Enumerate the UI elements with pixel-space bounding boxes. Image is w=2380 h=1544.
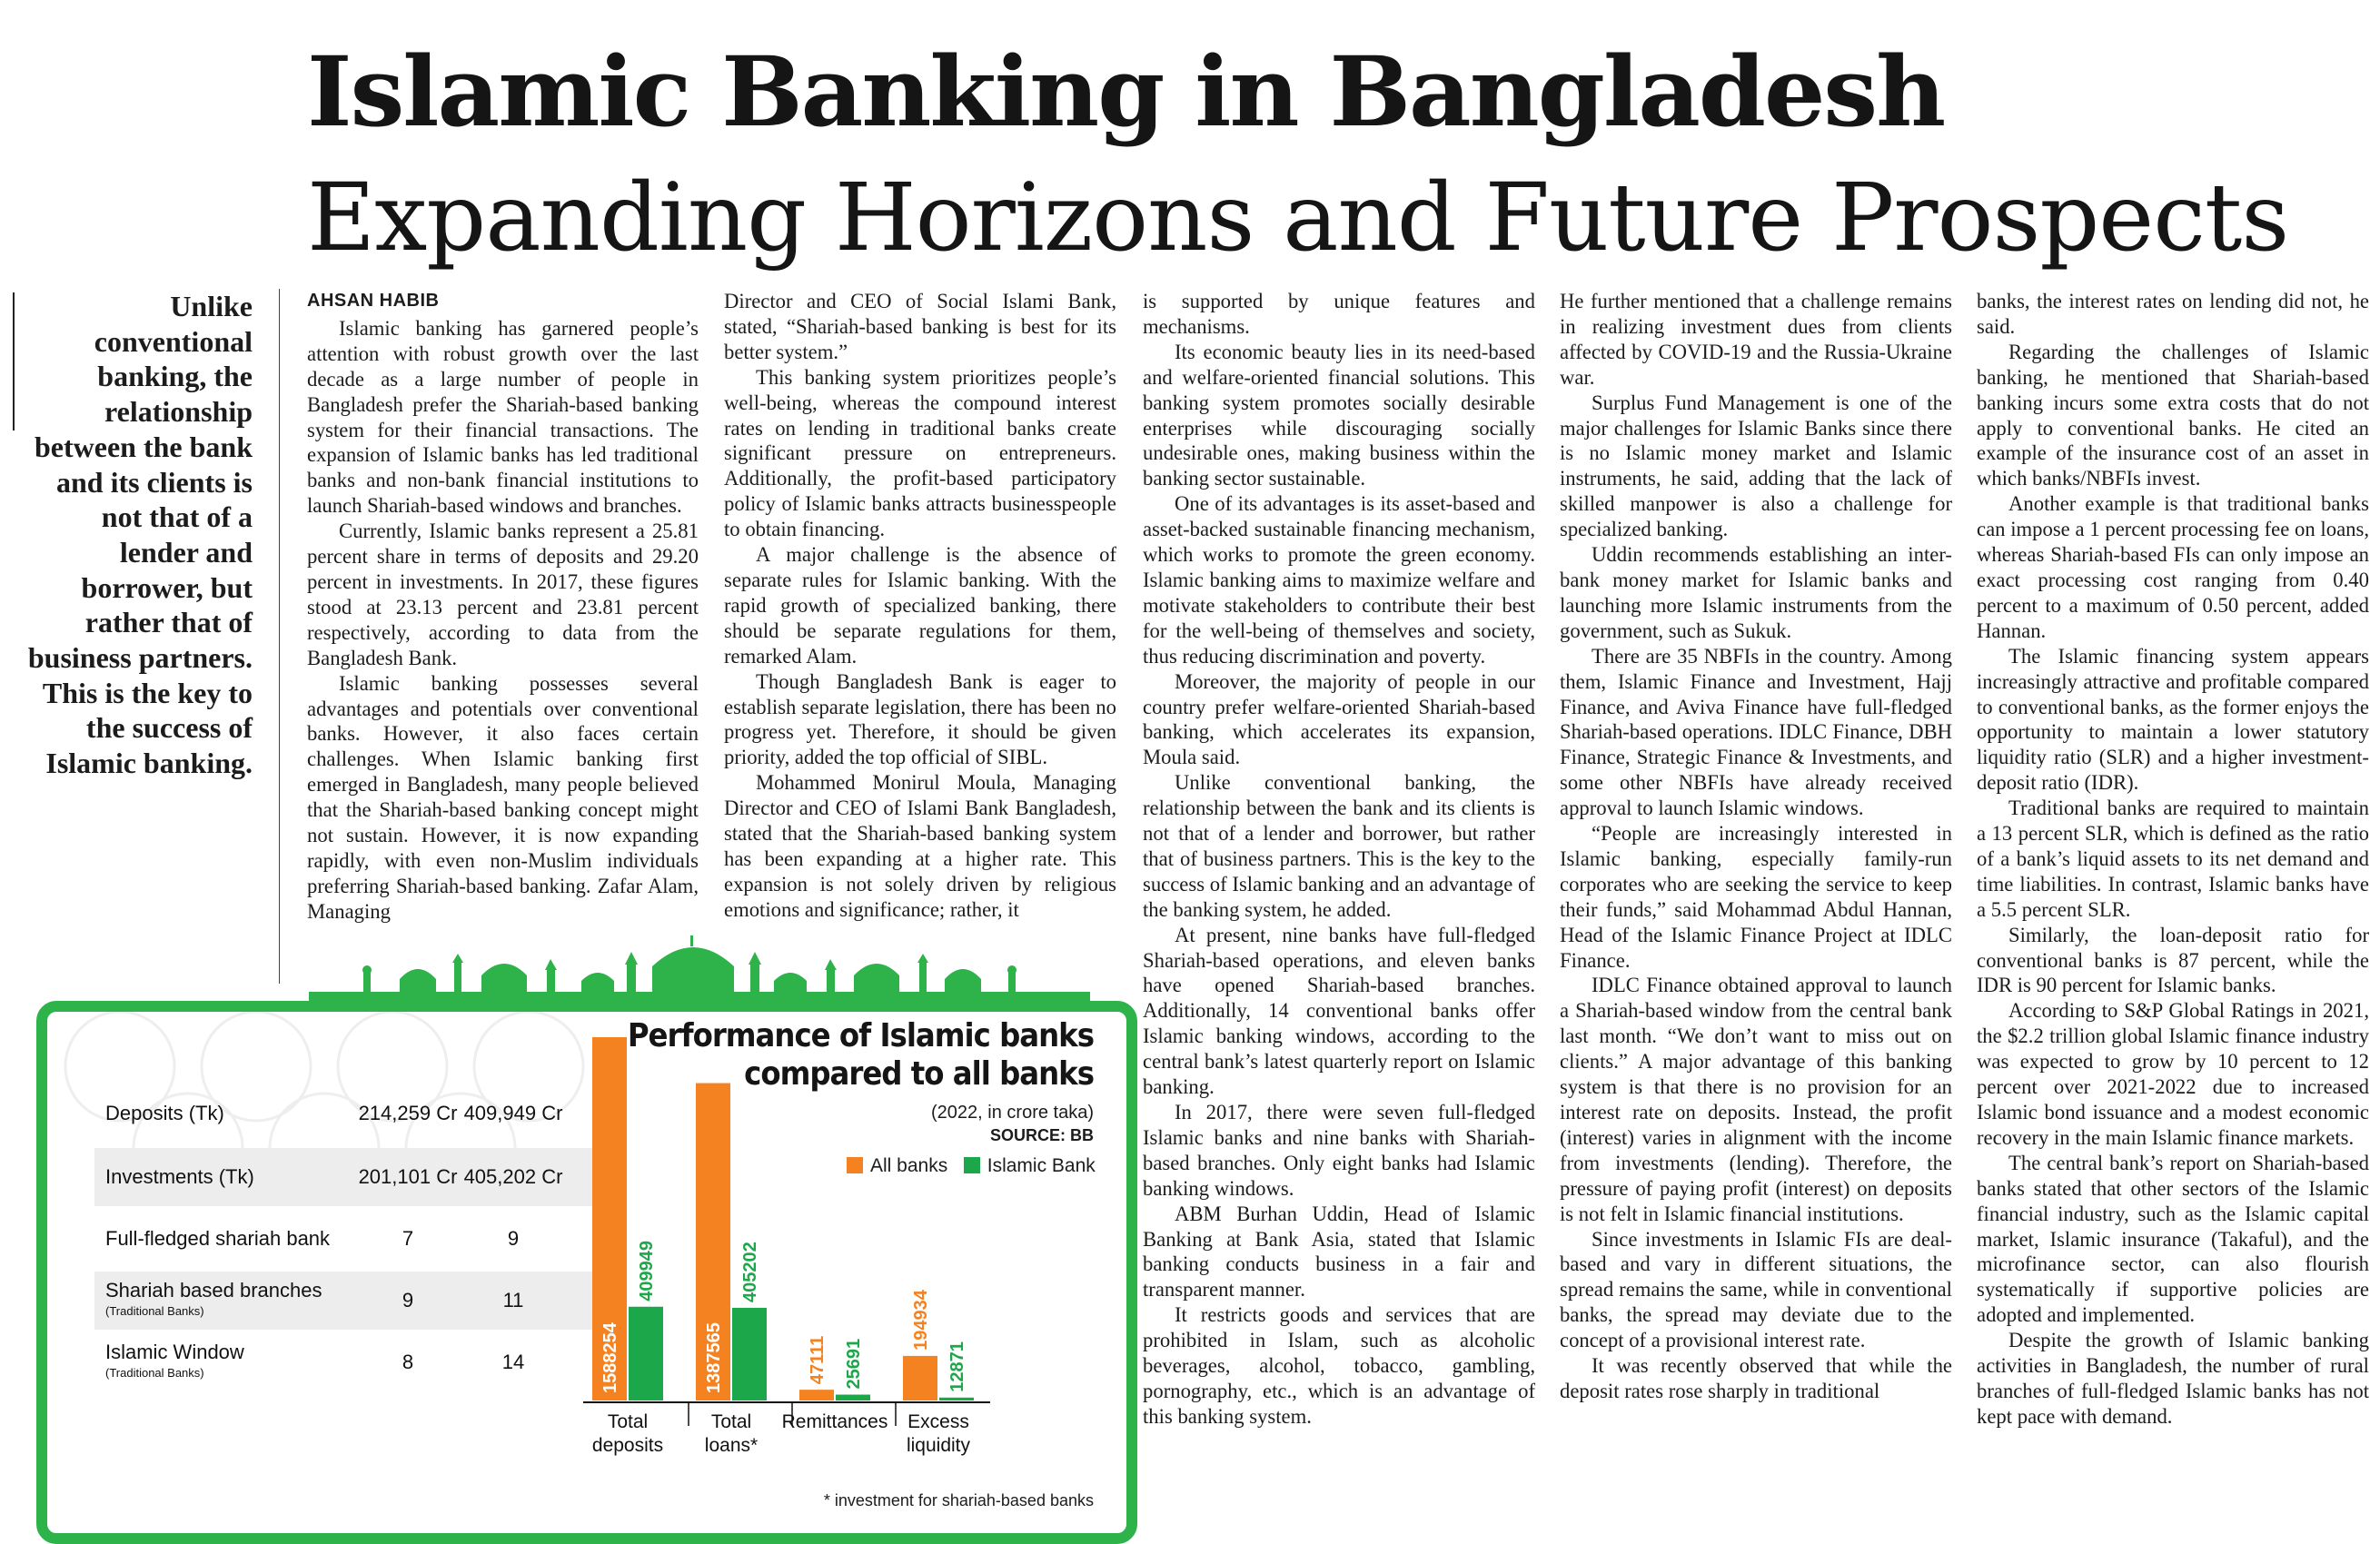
paragraph: The central bank’s report on Shariah-based banks stated that other sectors of the Islamic financial industry, such as the Islamic capital market, Islamic insurance (Takaful), and the microfinance sector, can also flourish systematically if supportive policies are adopted and implemented.	[1977, 1151, 2369, 1327]
paragraph: It restricts goods and services that are prohibited in Islam, such as alcoholic beverages, alcohol, tobacco, gambling, pornography, etc., which is an advantage of this banking system.	[1143, 1303, 1535, 1428]
x-tick-label: liquidity	[906, 1435, 971, 1456]
paragraph: At present, nine banks have full-fledged Shariah-based operations, and eleven banks have opened Shariah-based branches. Additionally, 14 conventional banks offer Islamic banking windows, according to the central bank’s latest quarterly report on Islamic banking.	[1143, 923, 1535, 1099]
bar-islamic-bank	[939, 1398, 974, 1400]
value-all-banks: 405,202 Cr	[463, 1165, 563, 1188]
bar-value-label: 194934	[911, 1290, 931, 1351]
paragraph: Similarly, the loan-deposit ratio for conventional banks is 87 percent, while the IDR is 90 percent for Islamic banks.	[1977, 923, 2369, 997]
bar-value-label: 12871	[947, 1341, 967, 1392]
article-column-4	[1560, 289, 1952, 1404]
article-column-3	[1143, 289, 1535, 1430]
bar-all-banks	[903, 1356, 937, 1400]
row-label-text: Investments (Tk)	[105, 1165, 254, 1188]
paragraph: Though Bangladesh Bank is eager to establish separate legislation, there has been no progress yet. Therefore, it should be given priority, added the top official of SIBL.	[724, 669, 1116, 769]
paragraph: Islamic banking has garnered people’s attention with robust growth over the last decade as a large number of people in Bangladesh prefer the Shariah-based banking system for their financial transactions. The expansion of Islamic banks has led traditional banks and non-bank financial institutions to launch Shariah-based windows and branches.	[307, 316, 699, 518]
bar-islamic-bank	[629, 1307, 663, 1400]
bar-value-label: 409949	[637, 1241, 657, 1302]
mosque-skyline-illustration	[309, 935, 1090, 1008]
subheadline: Expanding Horizons and Future Prospects	[307, 163, 2289, 272]
bar-value-label: 1588254	[600, 1322, 620, 1393]
row-label-text: Shariah based branches	[105, 1279, 322, 1302]
x-tick-label: Total	[710, 1411, 752, 1432]
paragraph: There are 35 NBFIs in the country. Among them, Islamic Finance and Investment, Hajj Finance, and Aviva Finance have full-fledged Shariah-based operations. IDLC Finance, DBH Finance, Strategic Finance & Investments, and some other NBFIs have already received approval to launch Islamic windows.	[1560, 644, 1952, 820]
paragraph: “People are increasingly interested in Islamic banking, especially family-run corporates who are seeking the service to keep their funds,” said Mohammad Abdul Hannan, Head of the Islamic Finance Project at IDLC Finance.	[1560, 822, 1952, 972]
paragraph: Islamic banking possesses several advantages and potentials over conventional banks. However, it also faces certain challenges. When Islamic banking first emerged in Bangladesh, many people believed that the Shariah-based banking concept might not sustain. However, it is now expanding rapidly, with even non-Muslim individuals preferring Shariah-based banking. Zafar Alam, Managing	[307, 671, 699, 923]
chart-title-line-1: Performance of Islamic banks	[627, 1017, 1094, 1054]
legend-swatch-islamic-bank	[964, 1157, 980, 1173]
paragraph: is supported by unique features and mechanisms.	[1143, 290, 1535, 338]
paragraph: Its economic beauty lies in its need-based and welfare-oriented financial solutions. This banking system promotes socially desirable enterprises while discouraging socially undesirable ones, making business within the banking sector sustainable.	[1143, 340, 1535, 490]
paragraph: In 2017, there were seven full-fledged Islamic banks and nine banks with Shariah-based branches. Only eight banks had Islamic banking windows.	[1143, 1101, 1535, 1200]
paragraph: Moreover, the majority of people in our country prefer welfare-oriented Shariah-based banking, which accelerates its expansion, Moula said.	[1143, 669, 1535, 769]
bar-value-label: 25691	[844, 1338, 864, 1390]
value-islamic-banks: 201,101 Cr	[358, 1165, 458, 1188]
x-tick-label: Remittances	[781, 1411, 888, 1432]
chart-source: SOURCE: BB	[989, 1126, 1094, 1144]
paragraph: One of its advantages is its asset-based and asset-backed sustainable financing mechanism, which works to promote the green economy. Islamic banking aims to maximize welfare and motivate stakeholders to contribute their best for the well-being of themselves and society, thus reducing discrimination and poverty.	[1143, 492, 1535, 668]
chart-title-line-2: compared to all banks	[744, 1055, 1094, 1093]
pull-quote: Unlike conventional banking, the relationship between the bank and its clients is not that of a lender and borrower, but rather that of business partners. This is the key to the success of Islamic banking.	[27, 290, 253, 780]
chart-subtitle: (2022, in crore taka)	[931, 1103, 1094, 1123]
paragraph: Uddin recommends establishing an inter-bank money market for Islamic banks and launching more Islamic instruments from the government, such as Sukuk.	[1560, 543, 1952, 642]
value-all-banks: 11	[502, 1289, 524, 1311]
paragraph: The Islamic financing system appears increasingly attractive and profitable compared to conventional banks, as the former enjoys the opportunity to maintain a lower statutory liquidity ratio (SLR) and a higher investment-deposit ratio (IDR).	[1977, 644, 2369, 795]
row-label-text: Islamic Window	[105, 1341, 244, 1363]
paragraph: Director and CEO of Social Islami Bank, stated, “Shariah-based banking is best for its better system.”	[724, 290, 1116, 363]
chart-footnote: * investment for shariah-based banks	[823, 1491, 1094, 1509]
x-tick-label: loans*	[704, 1435, 759, 1456]
x-tick-label: Total	[607, 1411, 649, 1432]
bar-value-label: 405202	[740, 1242, 760, 1302]
paragraph: This banking system prioritizes people’s well-being, whereas the compound interest rates on lending in traditional banks create significant pressure on entrepreneurs. Additionally, the profit-based participatory policy of Islamic banks attracts businesspeople to obtain financing.	[724, 365, 1116, 541]
paragraph: A major challenge is the absence of separate rules for Islamic banking. With the rapid growth of specialized banking, there should be separate regulations for them, remarked Alam.	[724, 543, 1116, 668]
paragraph: Unlike conventional banking, the relationship between the bank and its clients is not that of a lender and borrower, but rather that of business partners. This is the key to the success of Islamic banking and an advantage of the banking system, he added.	[1143, 771, 1535, 921]
paragraph: IDLC Finance obtained approval to launch a Shariah-based window from the central bank last month. “We don’t want to miss out on clients.” A major advantage of this banking system is that there is no provision for an interest rate on deposits. Instead, the profit (interest) varies in alignment with the income from investments (lending). Therefore, the pressure of paying profit (interest) on deposits is not felt in Islamic financial institutions.	[1560, 974, 1952, 1225]
row-label-text: Deposits (Tk)	[105, 1102, 224, 1124]
x-tick-label: deposits	[591, 1435, 664, 1456]
value-islamic-banks: 8	[402, 1351, 414, 1373]
article-column-1	[307, 289, 699, 925]
paragraph: According to S&P Global Ratings in 2021, the $2.2 trillion global Islamic finance industry was expected to grow by 10 percent to 12 percent over 2021-2022 due to increased Islamic bond issuance and a modest economic recovery in the main Islamic finance markets.	[1977, 999, 2369, 1149]
value-all-banks: 409,949 Cr	[463, 1102, 563, 1124]
legend-label-islamic-bank: Islamic Bank	[987, 1155, 1096, 1176]
column-divider	[279, 289, 280, 984]
headline: Islamic Banking in Bangladesh	[307, 35, 1945, 148]
paragraph: Despite the growth of Islamic banking activities in Bangladesh, the number of rural branches of full-fledged Islamic banks has not kept pace with demand.	[1977, 1329, 2369, 1428]
paragraph: Another example is that traditional banks can impose a 1 percent processing fee on loans, whereas Shariah-based FIs can only impose an exact processing cost ranging from 0.40 percent to a maximum of 0.50 percent, added Hannan.	[1977, 492, 2369, 642]
row-sublabel: (Traditional Banks)	[105, 1366, 204, 1380]
bar-all-banks	[799, 1390, 834, 1400]
value-all-banks: 9	[507, 1227, 520, 1250]
legend-label-all-banks: All banks	[870, 1155, 948, 1176]
paragraph: ABM Burhan Uddin, Head of Islamic Banking at Bank Asia, stated that Islamic banking conducts business in a fair and transparent manner.	[1143, 1202, 1535, 1302]
bar-islamic-bank	[836, 1395, 870, 1400]
article-column-5	[1977, 289, 2369, 1430]
bar-value-label: 1387565	[704, 1322, 724, 1393]
bar-value-label: 47111	[808, 1335, 828, 1385]
value-islamic-banks: 7	[402, 1227, 414, 1250]
infographic-box	[36, 1001, 1137, 1544]
paragraph: Traditional banks are required to maintain a 13 percent SLR, which is defined as the ratio of a bank’s liquid assets to its net demand and time liabilities. In contrast, Islamic banks have a 5.5 percent SLR.	[1977, 797, 2369, 921]
paragraph: Since investments in Islamic FIs are deal-based and vary in different situations, the spread remains the same, while in conventional banks, the spread may deviate due to the concept of a provisional interest rate.	[1560, 1227, 1952, 1352]
chart-legend	[847, 1155, 1096, 1177]
paragraph: Currently, Islamic banks represent a 25.81 percent share in terms of deposits and 29.20 percent in investments. In 2017, these figures stood at 23.13 percent and 23.81 percent respectively, according to data from the Bangladesh Bank.	[307, 520, 699, 669]
paragraph: It was recently observed that while the deposit rates rose sharply in traditional	[1560, 1354, 1952, 1402]
left-rule	[13, 292, 15, 431]
value-islamic-banks: 214,259 Cr	[358, 1102, 458, 1124]
bar-islamic-bank	[732, 1308, 767, 1400]
x-tick-label: Excess	[907, 1411, 969, 1432]
byline: AHSAN HABIB	[307, 291, 440, 311]
paragraph: He further mentioned that a challenge remains in realizing investment dues from clients affected by COVID-19 and the Russia-Ukraine war.	[1560, 290, 1952, 389]
row-sublabel: (Traditional Banks)	[105, 1304, 204, 1318]
row-label-text: Full-fledged shariah bank	[105, 1227, 331, 1250]
article-column-2	[724, 289, 1116, 923]
value-all-banks: 14	[501, 1351, 525, 1373]
paragraph: Surplus Fund Management is one of the major challenges for Islamic Banks since there is no Islamic money market and Islamic instruments, he said, adding that the lack of skilled manpower is also a challenge for specialized banking.	[1560, 391, 1952, 541]
paragraph: Regarding the challenges of Islamic banking, he mentioned that Shariah-based banking incurs some extra costs that do not apply to conventional banks. He cited an example of the insurance cost of an asset in which banks/NBFIs invest.	[1977, 340, 2369, 490]
paragraph: banks, the interest rates on lending did not, he said.	[1977, 290, 2369, 338]
legend-swatch-all-banks	[847, 1157, 863, 1173]
value-islamic-banks: 9	[402, 1289, 414, 1311]
paragraph: Mohammed Monirul Moula, Managing Director and CEO of Islami Bank Bangladesh, stated that the Shariah-based banking system has been expanding at a higher rate. This expansion is not solely driven by religious emotions and significance; rather, it	[724, 771, 1116, 921]
